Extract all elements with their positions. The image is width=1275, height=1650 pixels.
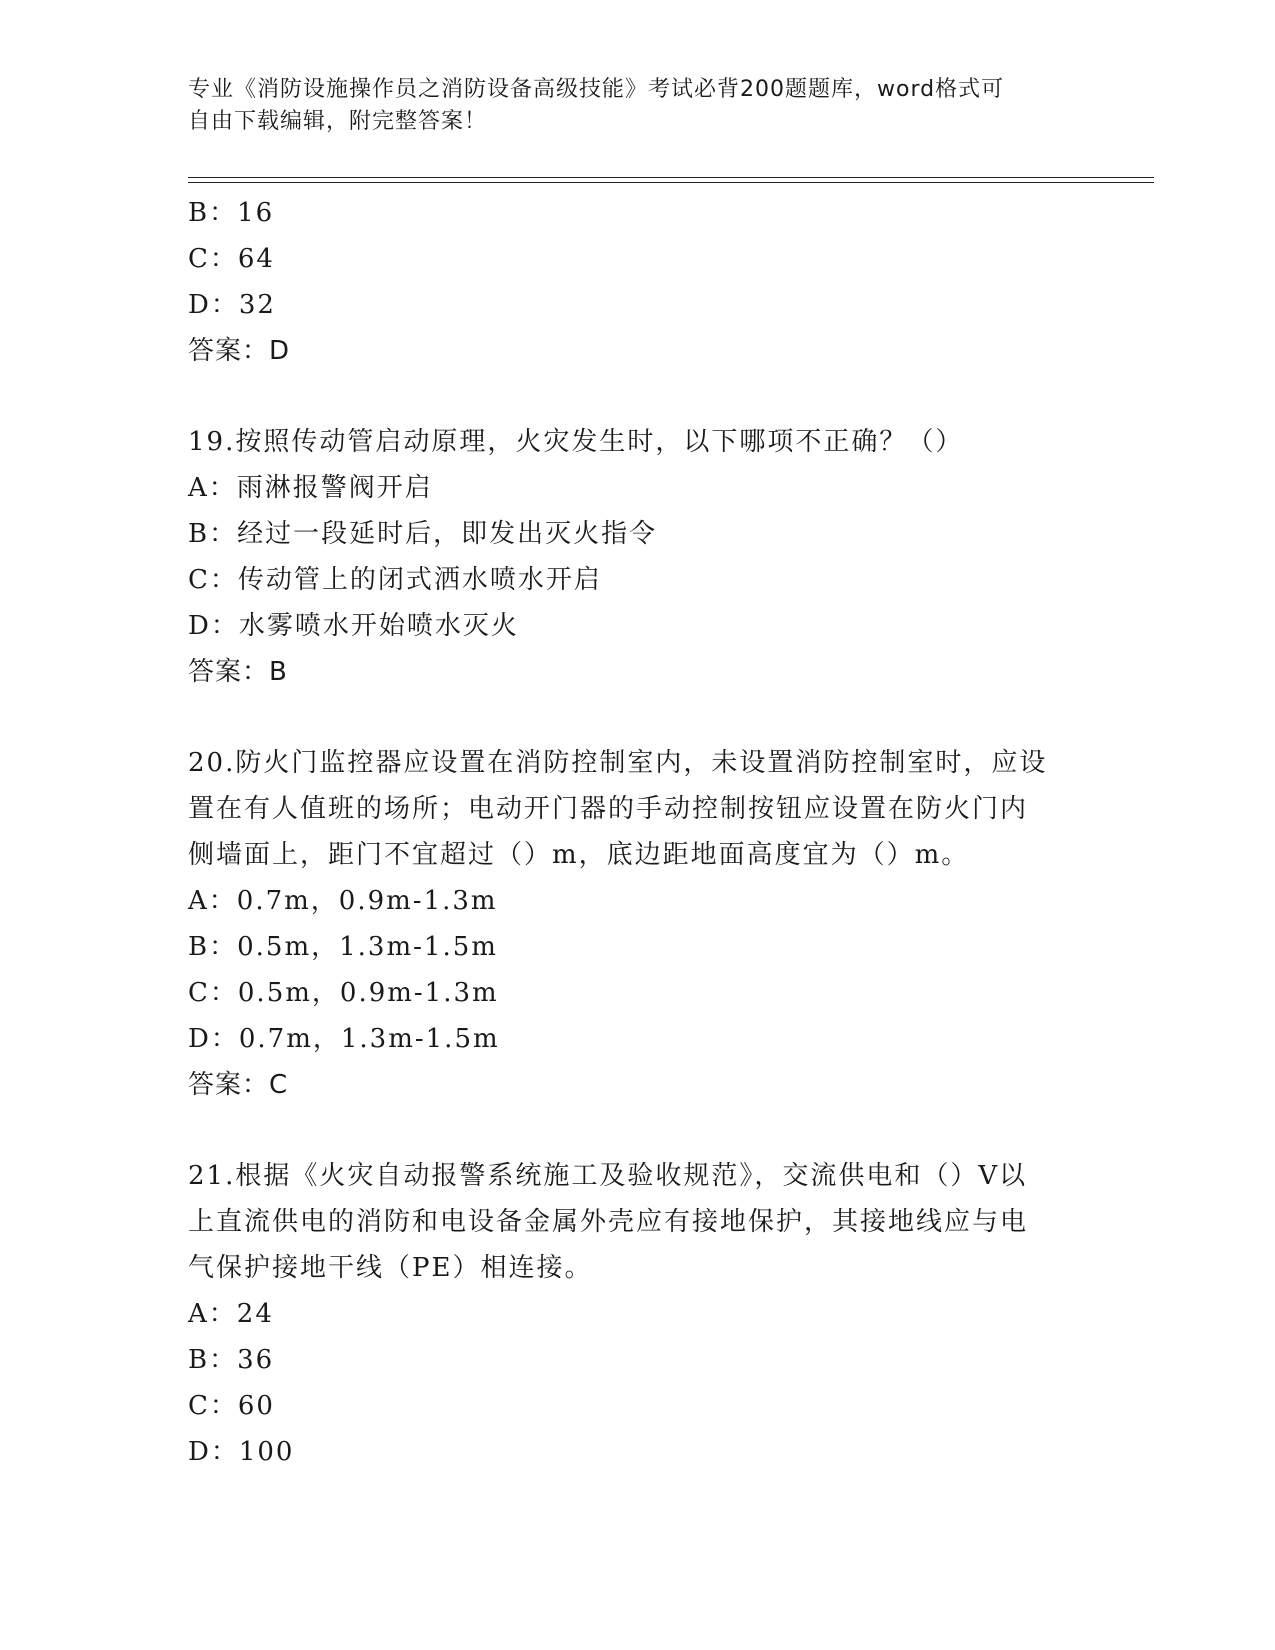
question-spacer: [188, 374, 1088, 419]
document-header: [188, 74, 1068, 138]
option-b: B：36: [188, 1345, 275, 1375]
option-c: C：64: [188, 244, 275, 274]
header-line-2: 自由下载编辑，附完整答案！: [188, 109, 488, 134]
option-d: D：0.7m，1.3m-1.5m: [188, 1024, 500, 1054]
answer: 答案：C: [188, 1070, 289, 1100]
question-20: [188, 740, 1088, 1108]
option-a: A：24: [188, 1299, 274, 1329]
question-stem-line: 21.根据《火灾自动报警系统施工及验收规范》，交流供电和（）V以: [188, 1161, 1028, 1191]
option-b: B：16: [188, 198, 275, 228]
question-19: [188, 419, 1088, 695]
question-stem-line: 上直流供电的消防和电设备金属外壳应有接地保护，其接地线应与电: [188, 1207, 1029, 1237]
question-spacer: [188, 695, 1088, 740]
option-b: B：经过一段延时后，即发出灭火指令: [188, 519, 658, 549]
option-c: C：0.5m，0.9m-1.3m: [188, 978, 499, 1008]
question-stem-line: 侧墙面上，距门不宜超过（）m，底边距地面高度宜为（）m。: [188, 840, 970, 870]
option-d: D：100: [188, 1437, 295, 1467]
option-d: D：32: [188, 290, 276, 320]
header-divider-top: [188, 177, 1154, 178]
header-divider-bottom: [188, 182, 1154, 183]
option-d: D：水雾喷水开始喷水灭火: [188, 611, 519, 641]
question-21: [188, 1153, 1088, 1475]
answer: 答案：D: [188, 336, 291, 366]
question-18-tail: [188, 190, 1088, 374]
option-a: A：雨淋报警阀开启: [188, 473, 433, 503]
question-stem: 19.按照传动管启动原理，火灾发生时，以下哪项不正确？（）: [188, 427, 964, 457]
option-c: C：60: [188, 1391, 275, 1421]
question-stem-line: 气保护接地干线（PE）相连接。: [188, 1253, 593, 1283]
question-stem-line: 20.防火门监控器应设置在消防控制室内，未设置消防控制室时，应设: [188, 748, 1048, 778]
header-line-1: 专业《消防设施操作员之消防设备高级技能》考试必背200题题库，word格式可: [188, 77, 1005, 102]
option-b: B：0.5m，1.3m-1.5m: [188, 932, 498, 962]
answer: 答案：B: [188, 657, 288, 687]
option-c: C：传动管上的闭式洒水喷水开启: [188, 565, 602, 595]
question-stem-line: 置在有人值班的场所；电动开门器的手动控制按钮应设置在防火门内: [188, 794, 1029, 824]
question-list: [188, 190, 1088, 1475]
question-spacer: [188, 1108, 1088, 1153]
option-a: A：0.7m，0.9m-1.3m: [188, 886, 498, 916]
